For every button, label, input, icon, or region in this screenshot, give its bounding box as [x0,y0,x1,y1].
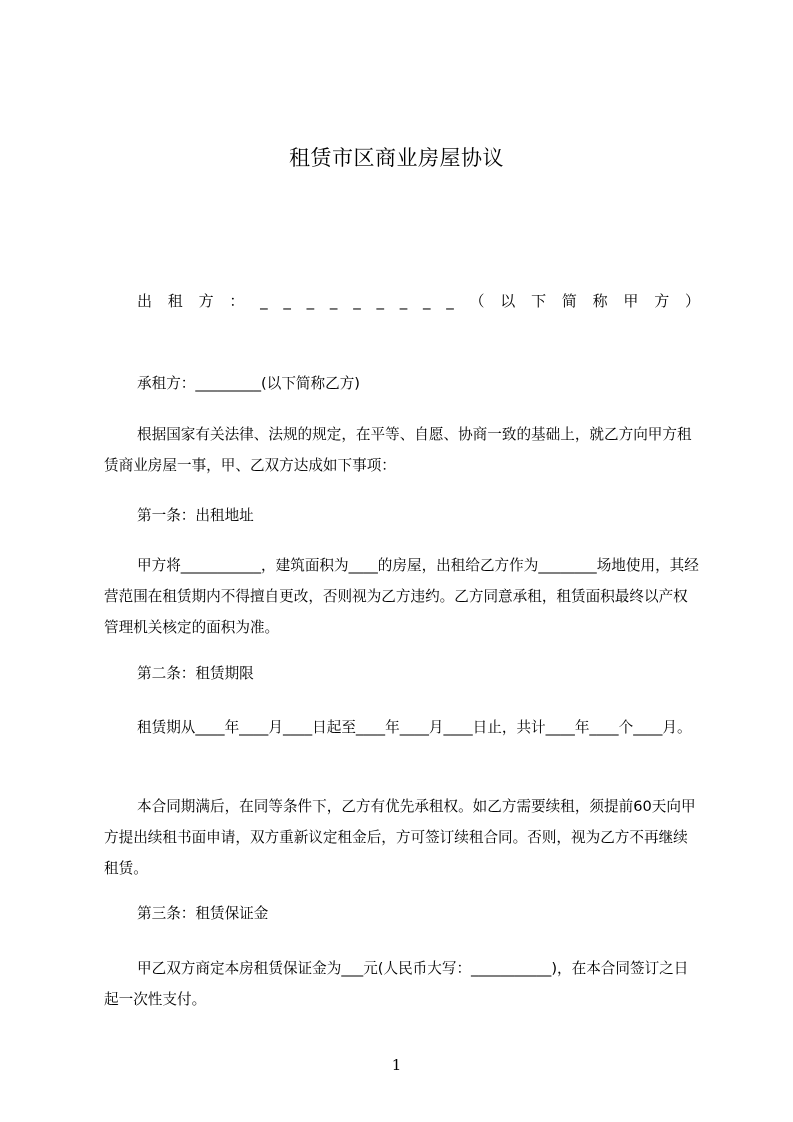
preamble-paragraph: 根据国家有关法律、法规的规定，在平等、自愿、协商一致的基础上，就乙方向甲方租赁商业房屋一事，甲、乙双方达成如下事项： [104,426,692,474]
lessor-char: 以 [500,292,518,310]
lessor-blank: _ [329,292,340,310]
lessor-char: 租 [167,292,185,310]
lessor-char: （ [469,292,487,310]
article2-heading: 第二条：租赁期限 [137,665,254,682]
lessor-char: 甲 [623,292,641,310]
lessor-blank: _ [353,292,363,310]
lessor-blank: _ [376,292,386,310]
lessor-char: 称 [592,292,610,310]
lessee-line: 承租方：_________(以下简称乙方) [137,375,360,392]
lessor-blank: _ [260,292,270,310]
lessor-blank: _ [306,292,317,310]
article1-heading: 第一条：出租地址 [137,507,254,524]
article2-renewal-paragraph: 本合同期满后，在同等条件下，乙方有优先承租权。如乙方需要续租，须提前60天向甲方提出续租书面申请，双方重新议定租金后，方可签订续租合同。否则，视为乙方不再继续租赁。 [104,798,696,877]
lessor-char: 方 [198,292,216,310]
lessor-char: ： [229,292,247,310]
lessor-char: 下 [531,292,549,310]
article3-heading: 第三条：租赁保证金 [137,905,269,922]
article2-period-paragraph: 租赁期从____年____月____日起至____年____月____日止，共计____年____个____月。 [137,719,692,736]
article1-body: 甲方将___________，建筑面积为____的房屋，出租给乙方作为________场地使用，其经营范围在租赁期内不得擅自更改，否则视为乙方违约。乙方同意承租，租赁面积最终以产权管理机关核定的面积为准。 [104,557,699,636]
lessor-char: 简 [561,292,579,310]
page-number: 1 [391,1056,402,1074]
lessor-char: 方 [654,292,672,310]
lessor-blank: _ [446,292,456,310]
lessor-line [137,286,702,316]
lessor-char: 出 [137,292,155,310]
lessor-blank: _ [283,292,293,310]
lessor-blank: _ [399,292,410,310]
article3-body: 甲乙双方商定本房租赁保证金为___元(人民币大写：___________)，在本合同签订之日起一次性支付。 [104,960,689,1008]
lessor-blank: _ [422,292,433,310]
lessor-char: ） [684,292,702,310]
document-title: 租赁市区商业房屋协议 [289,146,504,170]
